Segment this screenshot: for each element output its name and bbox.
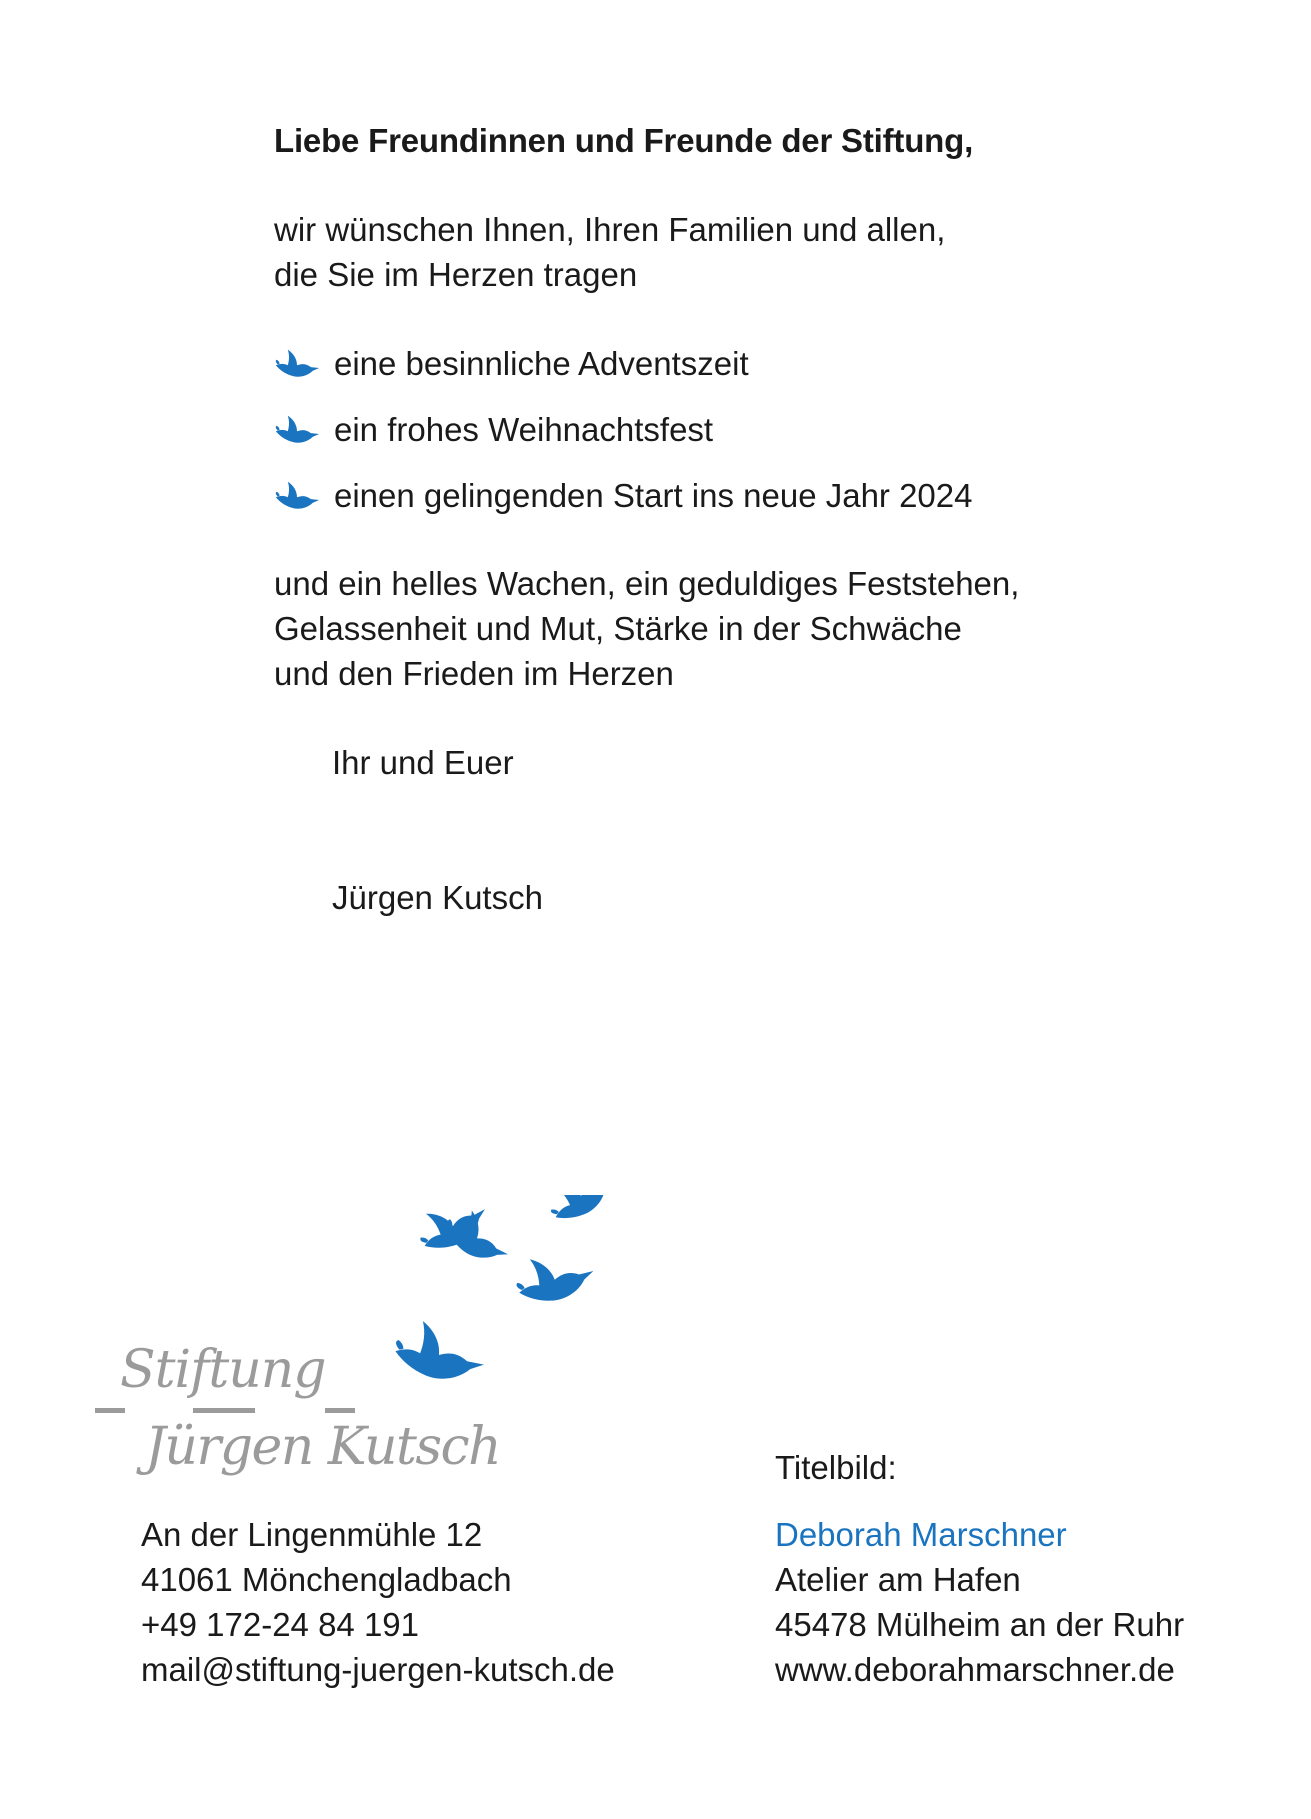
wish-item [274,407,1174,451]
credit-website: www.deborahmarschner.de [775,1651,1175,1688]
dove-icon [274,478,320,512]
logo-wordmark-stiftung: Stiftung [120,1340,326,1400]
credit-artist: Deborah Marschner [775,1516,1067,1553]
wish-text: eine besinnliche Adventszeit [334,344,749,382]
letter-closing: Ihr und Euer [332,744,514,781]
letter-blessing-line: Gelassenheit und Mut, Stärke in der Schwäche [274,610,962,647]
dove-icon [274,346,320,380]
logo-wordmark-name: Jürgen Kutsch [145,1417,501,1477]
letter [274,118,1174,920]
wish-item [274,473,1174,517]
address-email: mail@stiftung-juergen-kutsch.de [141,1651,615,1688]
cover-credit [775,1445,1184,1692]
letter-greeting: Liebe Freundinnen und Freunde der Stiftung, [274,122,974,159]
dove-icon [274,412,320,446]
address-street: An der Lingenmühle 12 [141,1516,483,1553]
letter-signature: Jürgen Kutsch [332,879,543,916]
wish-item [274,341,1174,385]
address-phone: +49 172-24 84 191 [141,1606,420,1643]
letter-intro-line: die Sie im Herzen tragen [274,256,638,293]
wish-text: einen gelingenden Start ins neue Jahr 2024 [334,476,973,514]
letter-intro [274,207,1174,297]
foundation-logo [95,1195,555,1495]
letter-intro-line: wir wünschen Ihnen, Ihren Familien und allen, [274,211,946,248]
wish-list [274,341,1174,517]
logo-bar [325,1408,355,1413]
foundation-address [141,1512,615,1692]
credit-city: 45478 Mülheim an der Ruhr [775,1606,1185,1643]
flock-of-doves-icon [335,1195,665,1415]
letter-blessing-line: und den Frieden im Herzen [274,655,674,692]
address-city: 41061 Mönchengladbach [141,1561,512,1598]
logo-bar [95,1408,125,1413]
credit-label: Titelbild: [775,1449,897,1486]
logo-bar [193,1408,255,1413]
wish-text: ein frohes Weihnachtsfest [334,410,714,448]
letter-blessing [274,561,1174,696]
letter-blessing-line: und ein helles Wachen, ein geduldiges Feststehen, [274,565,1020,602]
credit-studio: Atelier am Hafen [775,1561,1021,1598]
